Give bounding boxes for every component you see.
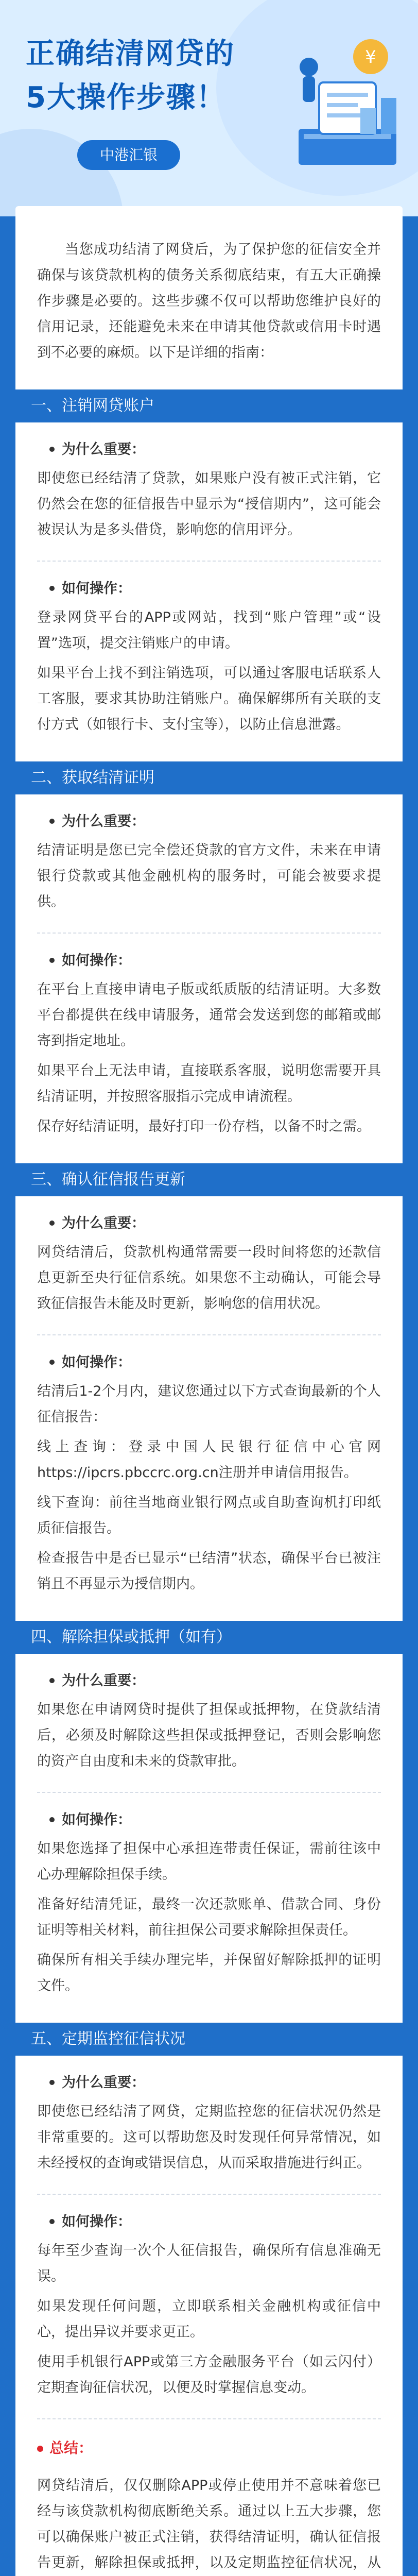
section-heading: 二、获取结清证明 xyxy=(15,761,403,794)
block-paragraph: 登录网贷平台的APP或网站，找到“账户管理”或“设置”选项，提交注销账户的申请。 xyxy=(37,609,381,651)
block-paragraph: 即使您已经结清了贷款，如果账户没有被正式注销，它仍然会在您的征信报告中显示为“授信期内”，这可能会被误认为是多头借贷，影响您的信用评分。 xyxy=(37,470,381,538)
section-heading: 一、注销网贷账户 xyxy=(15,389,403,422)
block-paragraph: 如果平台上无法申请，直接联系客服，说明您需要开具结清证明，并按照客服指示完成申请流程。 xyxy=(37,1063,381,1105)
content-block xyxy=(37,2210,381,2401)
block-heading xyxy=(37,810,381,834)
block-paragraph: 结清证明是您已完全偿还贷款的官方文件，未来在申请银行贷款或其他金融机构的服务时，可能会被要求提供。 xyxy=(37,842,381,910)
bullet-icon xyxy=(49,586,55,591)
brand-badge: 中港汇银 xyxy=(77,140,180,170)
bullet-icon xyxy=(49,2219,55,2224)
bullet-icon xyxy=(49,1817,55,1822)
block-heading-text: 如何操作： xyxy=(62,1354,131,1370)
content-block xyxy=(37,810,381,915)
block-heading xyxy=(37,2210,381,2234)
block-heading-text: 如何操作： xyxy=(62,581,131,597)
bullet-icon xyxy=(49,1360,55,1365)
block-paragraph: 准备好结清凭证，最终一次还款账单、借款合同、身份证明等相关材料，前往担保公司要求解除担保责任。 xyxy=(37,1896,381,1938)
block-paragraph: 确保所有相关手续办理完毕，并保留好解除抵押的证明文件。 xyxy=(37,1952,381,1994)
bullet-icon xyxy=(49,2080,55,2085)
block-heading xyxy=(37,438,381,462)
section-list xyxy=(31,389,381,2401)
block-paragraph: 每年至少查询一次个人征信报告，确保所有信息准确无误。 xyxy=(37,2243,381,2284)
page-title-line1: 正确结清网贷的 xyxy=(26,37,235,71)
block-heading-text: 为什么重要： xyxy=(62,1673,145,1689)
block-heading xyxy=(37,1808,381,1832)
block-paragraph: 如果发现任何问题，立即联系相关金融机构或征信中心，提出异议并要求更正。 xyxy=(37,2298,381,2340)
header-banner xyxy=(0,0,418,216)
block-heading xyxy=(37,1351,381,1375)
divider xyxy=(37,1792,381,1793)
block-paragraph: 使用手机银行APP或第三方金融服务平台（如云闪付）定期查询征信状况，以便及时掌握信息变动。 xyxy=(37,2354,381,2396)
intro-paragraph: 当您成功结清了网贷后，为了保护您的征信安全并确保与该贷款机构的债务关系彻底结束，有五大正确操作步骤是必要的。这些步骤不仅可以帮助您维护良好的信用记录，还能避免未来在申请其他贷款或信用卡时遇到不必要的麻烦。以下是详细的指南： xyxy=(37,242,381,361)
block-heading-text: 为什么重要： xyxy=(62,814,145,829)
bullet-icon xyxy=(49,958,55,963)
svg-text:¥: ¥ xyxy=(365,47,376,67)
divider xyxy=(37,2418,381,2419)
summary-heading-text: 总结： xyxy=(49,2439,93,2456)
block-heading xyxy=(37,2071,381,2095)
block-heading-text: 如何操作： xyxy=(62,1812,131,1828)
block-paragraph: 线上查询：登录中国人民银行征信中心官网https://ipcrs.pbccrc.org.cn注册并申请信用报告。 xyxy=(37,1439,381,1481)
content-block xyxy=(37,1351,381,1597)
bullet-icon xyxy=(49,1221,55,1226)
content-block xyxy=(37,1808,381,1999)
block-heading xyxy=(37,577,381,601)
block-paragraph: 在平台上直接申请电子版或纸质版的结清证明。大多数平台都提供在线申请服务，通常会发送到您的邮箱或邮寄到指定地址。 xyxy=(37,981,381,1049)
block-paragraph: 如果平台上找不到注销选项，可以通过客服电话联系人工客服，要求其协助注销账户。确保解绑所有关联的支付方式（如银行卡、支付宝等），以防止信息泄露。 xyxy=(37,665,381,733)
block-paragraph: 网贷结清后，贷款机构通常需要一段时间将您的还款信息更新至央行征信系统。如果您不主动确认，可能会导致征信报告未能及时更新，影响您的信用状况。 xyxy=(37,1244,381,1312)
bullet-icon xyxy=(49,819,55,824)
block-paragraph: 即使您已经结清了网贷，定期监控您的征信状况仍然是非常重要的。这可以帮助您及时发现任何异常情况，如未经授权的查询或错误信息，从而采取措施进行纠正。 xyxy=(37,2104,381,2171)
article-card xyxy=(15,206,403,2576)
section-heading: 五、定期监控征信状况 xyxy=(15,2023,403,2056)
block-heading xyxy=(37,949,381,973)
summary-dot-icon xyxy=(37,2446,43,2452)
content-block xyxy=(37,2071,381,2176)
block-paragraph: 保存好结清证明，最好打印一份存档，以备不时之需。 xyxy=(37,1118,371,1134)
divider xyxy=(37,561,381,562)
content-block xyxy=(37,1212,381,1317)
bullet-icon xyxy=(49,447,55,452)
block-heading xyxy=(37,1212,381,1235)
summary-block xyxy=(37,2473,381,2576)
summary-heading xyxy=(37,2437,381,2458)
block-heading-text: 为什么重要： xyxy=(62,2075,145,2091)
content-block xyxy=(37,438,381,543)
page-title-line2: 5大操作步骤！ xyxy=(26,81,226,114)
divider xyxy=(37,933,381,934)
divider xyxy=(37,1334,381,1335)
block-paragraph: 如果您在申请网贷时提供了担保或抵押物，在贷款结清后，必须及时解除这些担保或抵押登记，否则会影响您的资产自由度和未来的贷款审批。 xyxy=(37,1702,381,1769)
section-heading: 三、确认征信报告更新 xyxy=(15,1163,403,1196)
block-paragraph: 结清后1-2个月内，建议您通过以下方式查询最新的个人征信报告： xyxy=(37,1383,381,1425)
bullet-icon xyxy=(49,1678,55,1683)
block-paragraph: 如果您选择了担保中心承担连带责任保证，需前往该中心办理解除担保手续。 xyxy=(37,1841,381,1883)
finance-illustration-icon xyxy=(288,21,407,185)
block-heading-text: 如何操作： xyxy=(62,2214,131,2230)
block-heading-text: 如何操作： xyxy=(62,953,131,969)
block-heading xyxy=(37,1669,381,1693)
block-paragraph: 线下查询：前往当地商业银行网点或自助查询机打印纸质征信报告。 xyxy=(37,1495,381,1536)
section-heading: 四、解除担保或抵押（如有） xyxy=(15,1621,403,1654)
summary-paragraph: 网贷结清后，仅仅删除APP或停止使用并不意味着您已经与该贷款机构彻底断绝关系。通过以上五大步骤，您可以确保账户被正式注销，获得结清证明，确认征信报告更新，解除担保或抵押，以及定期监控征信状况，从 xyxy=(37,2478,381,2571)
content-block xyxy=(37,1669,381,1774)
content-block xyxy=(37,577,381,738)
block-heading-text: 为什么重要： xyxy=(62,1215,145,1231)
block-heading-text: 为什么重要： xyxy=(62,442,145,457)
block-paragraph: 检查报告中是否已显示“已结清”状态，确保平台已被注销且不再显示为授信期内。 xyxy=(37,1550,381,1592)
content-block xyxy=(37,949,381,1140)
divider xyxy=(37,2194,381,2195)
